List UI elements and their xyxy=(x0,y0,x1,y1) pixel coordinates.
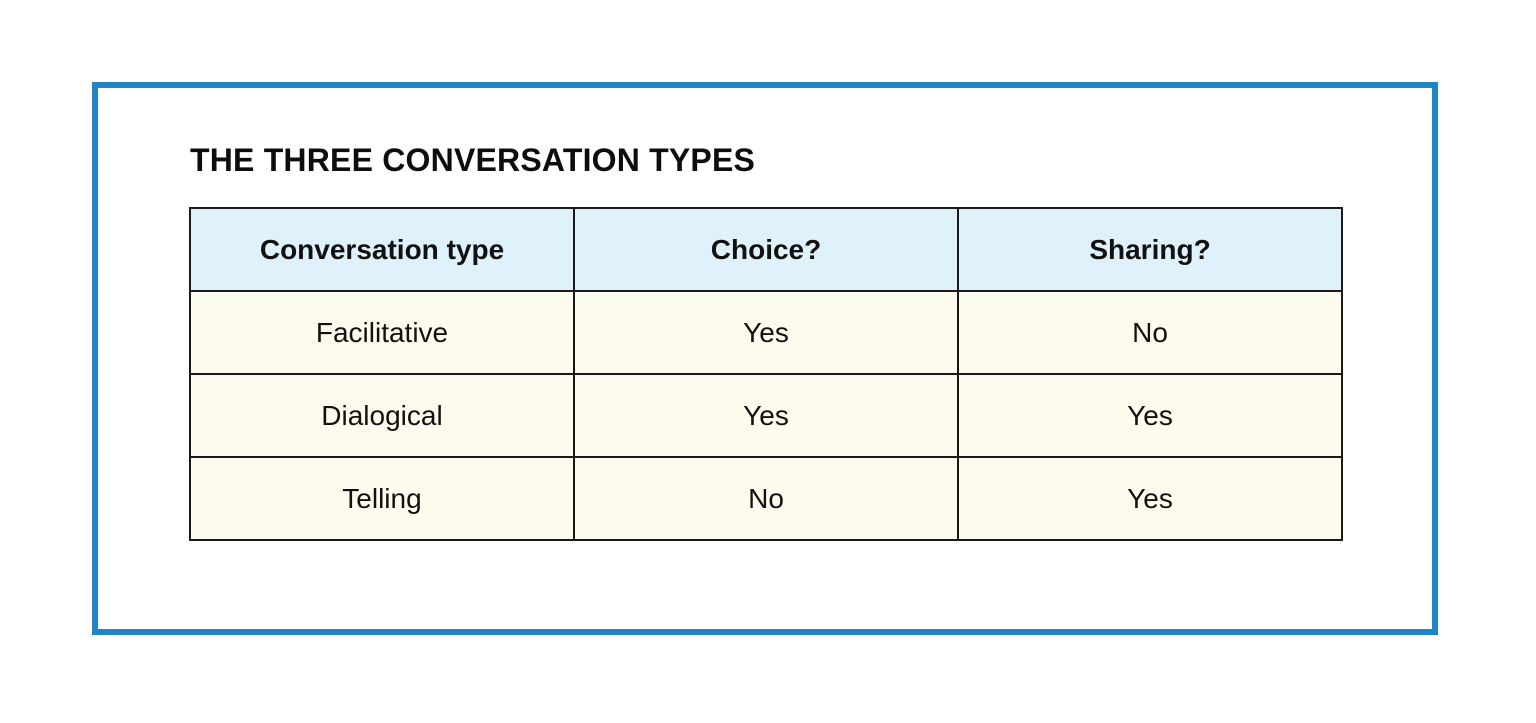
cell-conversation-type: Facilitative xyxy=(190,291,574,374)
cell-conversation-type: Telling xyxy=(190,457,574,540)
cell-sharing: Yes xyxy=(958,457,1342,540)
header-sharing: Sharing? xyxy=(958,208,1342,291)
header-choice: Choice? xyxy=(574,208,958,291)
figure-title: THE THREE CONVERSATION TYPES xyxy=(190,142,756,178)
table-header-row xyxy=(190,208,1342,291)
cell-choice: Yes xyxy=(574,374,958,457)
figure-frame xyxy=(92,82,1438,635)
cell-sharing: No xyxy=(958,291,1342,374)
cell-choice: Yes xyxy=(574,291,958,374)
cell-choice: No xyxy=(574,457,958,540)
cell-conversation-type: Dialogical xyxy=(190,374,574,457)
table-row xyxy=(190,374,1342,457)
cell-sharing: Yes xyxy=(958,374,1342,457)
table-row xyxy=(190,457,1342,540)
table-row xyxy=(190,291,1342,374)
header-conversation-type: Conversation type xyxy=(190,208,574,291)
conversation-types-table xyxy=(189,207,1343,541)
